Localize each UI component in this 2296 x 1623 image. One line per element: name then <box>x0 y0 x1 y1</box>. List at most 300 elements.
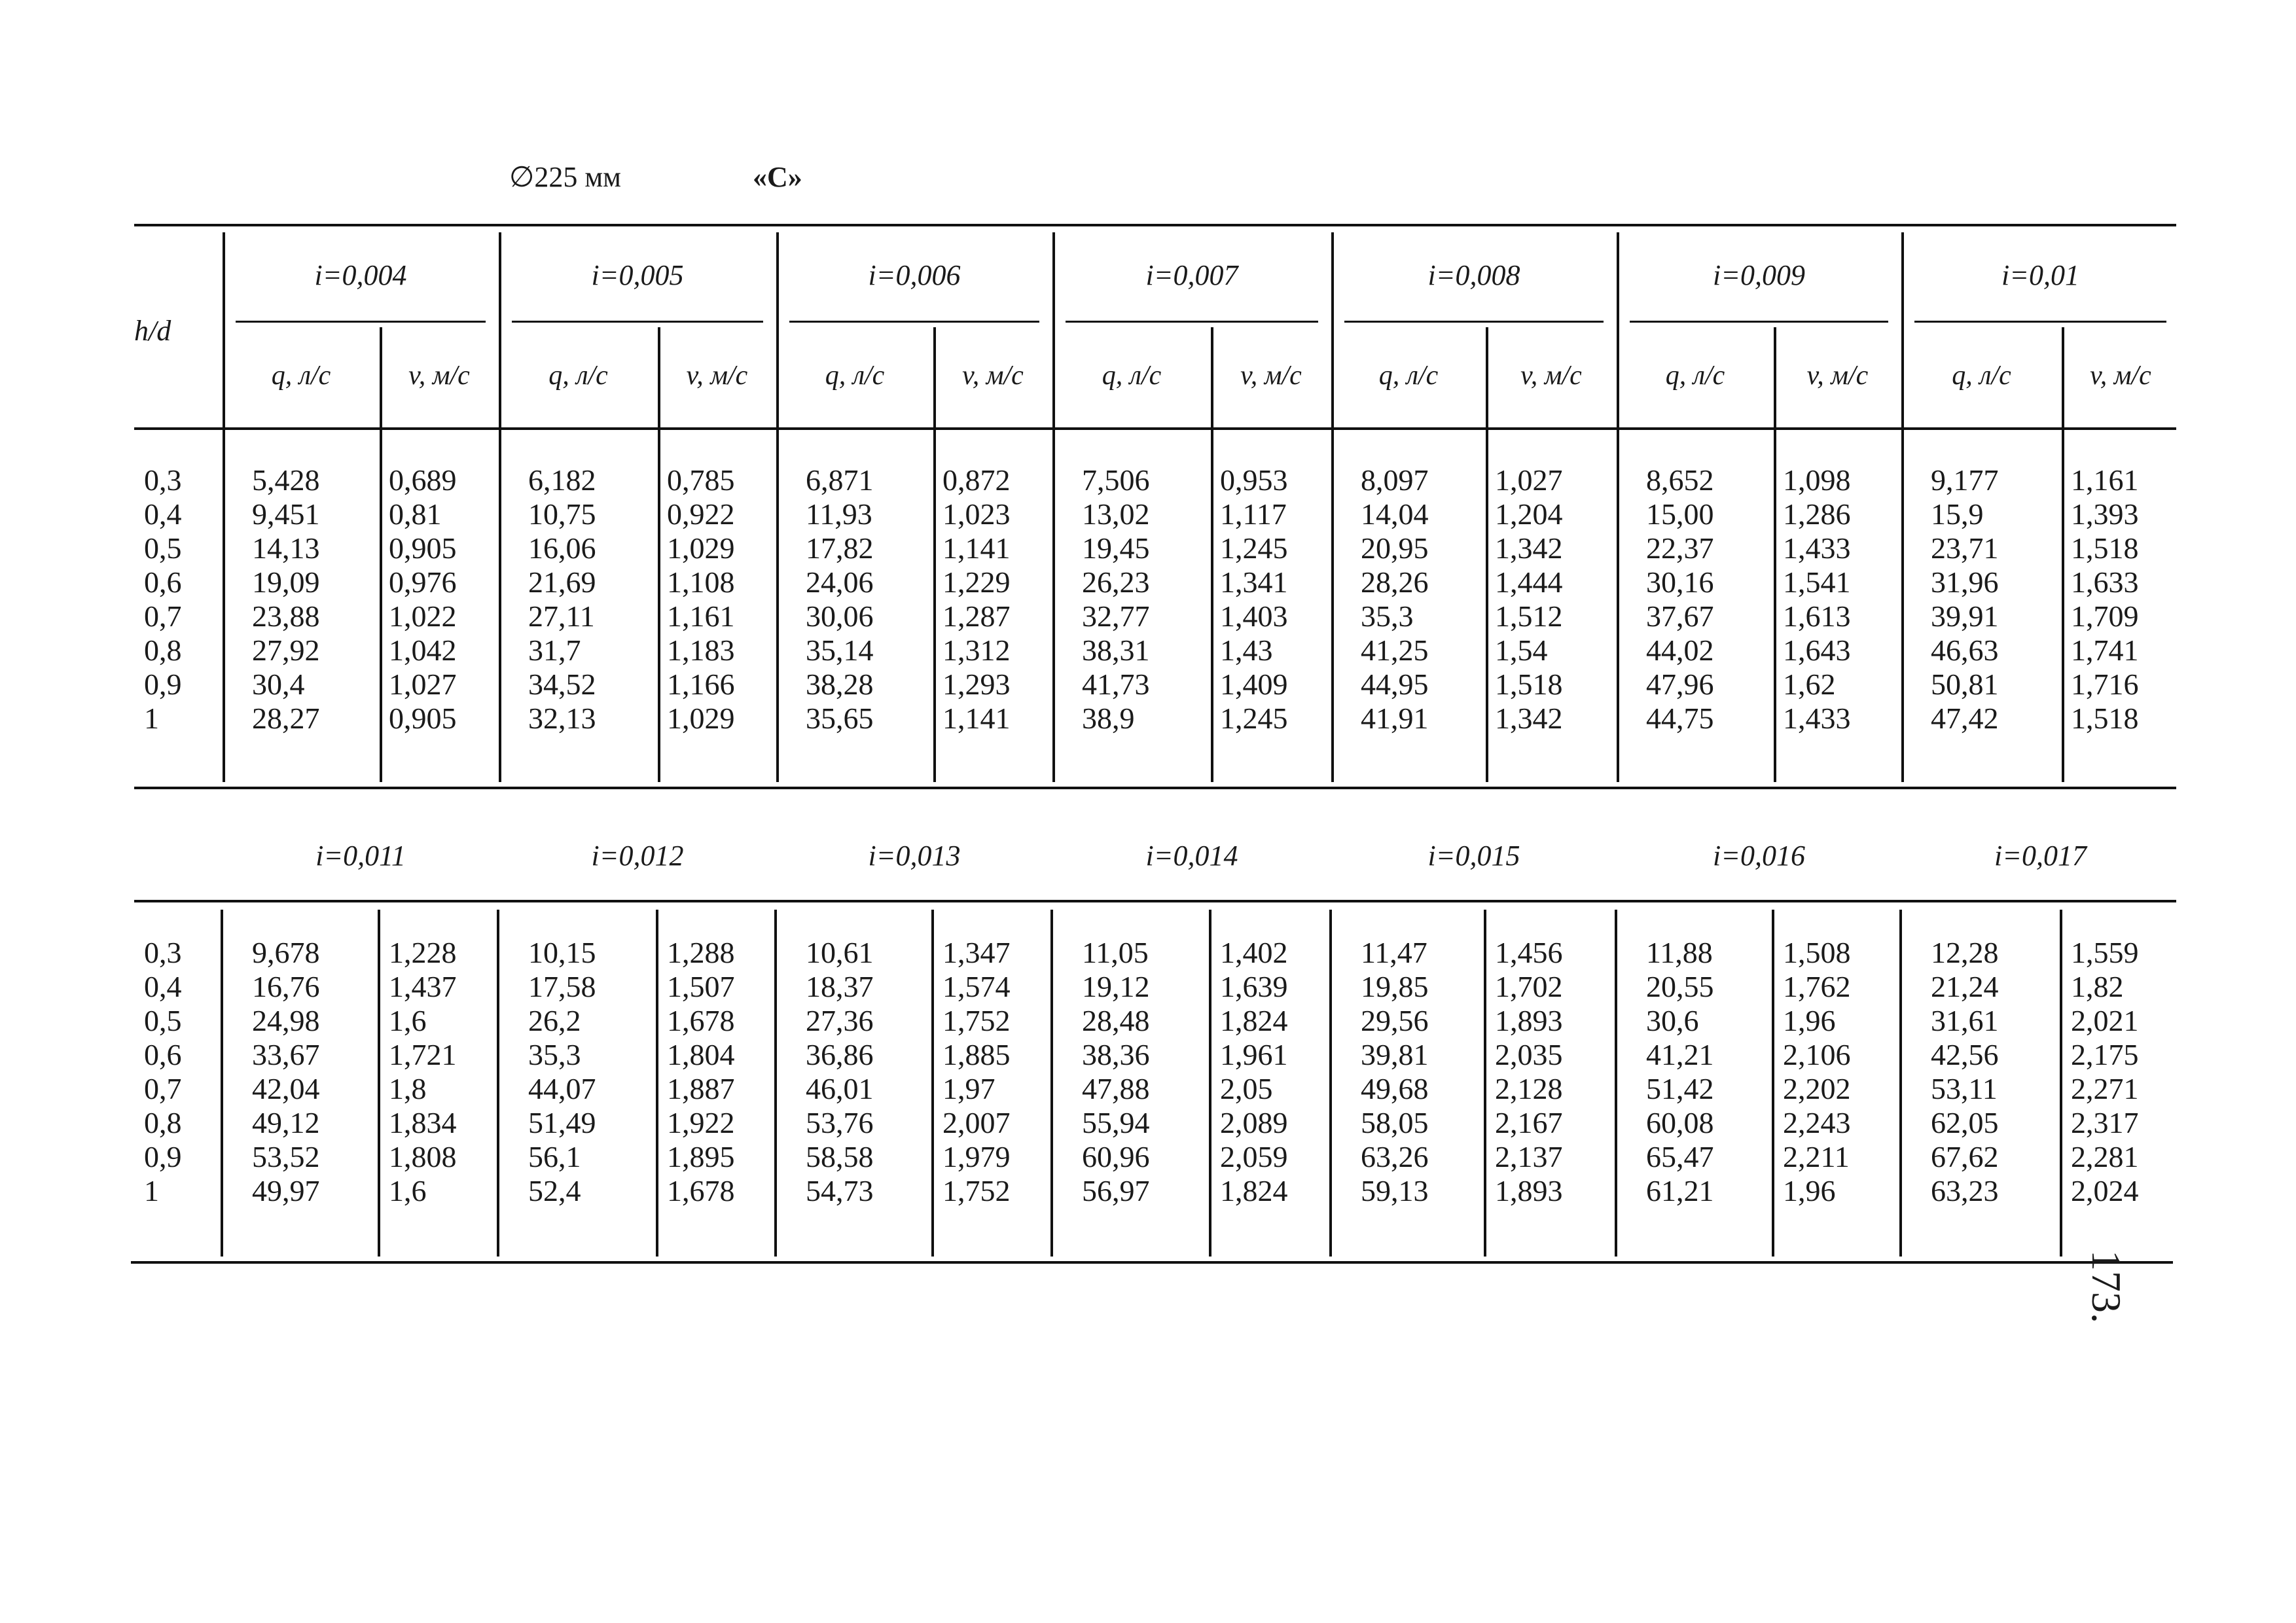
v-value: 2,128 <box>1495 1072 1563 1105</box>
q-value: 41,91 <box>1361 702 1429 735</box>
q-value: 56,97 <box>1082 1174 1150 1207</box>
q-value: 54,73 <box>806 1174 874 1207</box>
q-value: 59,13 <box>1361 1174 1429 1207</box>
v-value: 1,409 <box>1220 668 1288 701</box>
sub-divider <box>1486 327 1488 782</box>
q-value: 15,00 <box>1646 497 1714 531</box>
sub-header-v: v, м/с <box>686 361 748 391</box>
v-value: 1,62 <box>1783 668 1836 701</box>
sub-divider <box>1772 910 1774 1257</box>
v-value: 1,824 <box>1220 1174 1288 1207</box>
group-label: i=0,005 <box>591 259 684 291</box>
v-value: 1,029 <box>667 702 735 735</box>
group-divider <box>1331 232 1334 782</box>
v-value: 1,141 <box>942 702 1011 735</box>
v-value: 1,229 <box>942 565 1011 599</box>
q-value: 34,52 <box>528 668 596 701</box>
q-value: 42,04 <box>252 1072 320 1105</box>
q-value: 22,37 <box>1646 531 1714 565</box>
group-divider <box>499 232 501 782</box>
q-value: 30,06 <box>806 599 874 633</box>
group-divider <box>223 232 225 782</box>
v-value: 1,559 <box>2071 936 2139 969</box>
q-value: 11,93 <box>806 497 872 531</box>
v-value: 1,245 <box>1220 702 1288 735</box>
q-value: 41,25 <box>1361 633 1429 667</box>
v-value: 1,804 <box>667 1038 735 1071</box>
v-value: 1,288 <box>667 936 735 969</box>
v-value: 1,166 <box>667 668 735 701</box>
q-value: 14,04 <box>1361 497 1429 531</box>
v-value: 1,643 <box>1783 633 1851 667</box>
q-value: 42,56 <box>1931 1038 1999 1071</box>
group-label: i=0,012 <box>591 840 684 872</box>
q-value: 27,36 <box>806 1004 874 1037</box>
v-value: 2,167 <box>1495 1106 1563 1139</box>
q-value: 14,13 <box>252 531 320 565</box>
sub-divider <box>1484 910 1486 1257</box>
v-value: 1,639 <box>1220 970 1288 1003</box>
q-value: 10,15 <box>528 936 596 969</box>
q-value: 17,82 <box>806 531 874 565</box>
q-value: 11,47 <box>1361 936 1427 969</box>
q-value: 12,28 <box>1931 936 1999 969</box>
q-value: 49,68 <box>1361 1072 1429 1105</box>
q-value: 28,27 <box>252 702 320 735</box>
q-value: 27,11 <box>528 599 595 633</box>
v-value: 2,059 <box>1220 1140 1288 1173</box>
q-value: 51,42 <box>1646 1072 1714 1105</box>
group-divider <box>1052 232 1055 782</box>
q-value: 26,23 <box>1082 565 1150 599</box>
v-value: 1,518 <box>2071 702 2139 735</box>
v-value: 1,141 <box>942 531 1011 565</box>
v-value: 1,6 <box>389 1174 427 1207</box>
q-value: 41,21 <box>1646 1038 1714 1071</box>
v-value: 1,518 <box>2071 531 2139 565</box>
v-value: 1,023 <box>942 497 1011 531</box>
q-value: 35,3 <box>1361 599 1414 633</box>
row-label: 0,7 <box>144 599 182 633</box>
q-value: 38,9 <box>1082 702 1135 735</box>
v-value: 2,021 <box>2071 1004 2139 1037</box>
q-value: 30,16 <box>1646 565 1714 599</box>
q-value: 60,08 <box>1646 1106 1714 1139</box>
row-label: 0,6 <box>144 565 182 599</box>
sub-header-v: v, м/с <box>2090 361 2151 391</box>
v-value: 1,403 <box>1220 599 1288 633</box>
group-divider <box>776 232 779 782</box>
q-value: 33,67 <box>252 1038 320 1071</box>
q-value: 52,4 <box>528 1174 581 1207</box>
v-value: 1,027 <box>389 668 457 701</box>
v-value: 1,027 <box>1495 463 1563 497</box>
group-divider <box>1050 910 1053 1257</box>
sub-divider <box>380 327 382 782</box>
q-value: 9,678 <box>252 936 320 969</box>
q-value: 10,61 <box>806 936 874 969</box>
v-value: 1,512 <box>1495 599 1563 633</box>
group-underline <box>1630 321 1888 323</box>
q-value: 31,61 <box>1931 1004 1999 1037</box>
v-value: 1,098 <box>1783 463 1851 497</box>
v-value: 0,905 <box>389 702 457 735</box>
sub-header-q: q, л/с <box>1378 361 1439 391</box>
v-value: 1,633 <box>2071 565 2139 599</box>
v-value: 1,893 <box>1495 1004 1563 1037</box>
q-value: 44,07 <box>528 1072 596 1105</box>
row-label: 0,3 <box>144 936 182 969</box>
group-label: i=0,009 <box>1713 259 1805 291</box>
q-value: 19,45 <box>1082 531 1150 565</box>
v-value: 2,089 <box>1220 1106 1288 1139</box>
row-label: 0,9 <box>144 668 182 701</box>
group-underline <box>1344 321 1604 323</box>
group-divider <box>221 910 223 1257</box>
group-divider <box>1617 232 1619 782</box>
v-value: 1,979 <box>942 1140 1011 1173</box>
q-value: 24,06 <box>806 565 874 599</box>
v-value: 1,286 <box>1783 497 1851 531</box>
v-value: 1,741 <box>2071 633 2139 667</box>
q-value: 11,88 <box>1646 936 1713 969</box>
v-value: 1,342 <box>1495 702 1563 735</box>
sub-divider <box>1774 327 1776 782</box>
v-value: 0,953 <box>1220 463 1288 497</box>
group-underline <box>512 321 763 323</box>
q-value: 38,36 <box>1082 1038 1150 1071</box>
v-value: 1,287 <box>942 599 1011 633</box>
sub-header-v: v, м/с <box>1806 361 1869 391</box>
group-label: i=0,015 <box>1427 840 1520 872</box>
v-value: 1,117 <box>1220 497 1287 531</box>
v-value: 1,613 <box>1783 599 1851 633</box>
q-value: 51,49 <box>528 1106 596 1139</box>
q-value: 15,9 <box>1931 497 1984 531</box>
v-value: 1,161 <box>667 599 735 633</box>
sub-header-q: q, л/с <box>825 361 885 391</box>
q-value: 49,97 <box>252 1174 320 1207</box>
q-value: 17,58 <box>528 970 596 1003</box>
q-value: 11,05 <box>1082 936 1149 969</box>
v-value: 1,029 <box>667 531 735 565</box>
row-label: 0,7 <box>144 1072 182 1105</box>
q-value: 47,96 <box>1646 668 1714 701</box>
q-value: 28,26 <box>1361 565 1429 599</box>
sub-divider <box>1209 910 1211 1257</box>
v-value: 1,042 <box>389 633 457 667</box>
v-value: 1,885 <box>942 1038 1011 1071</box>
table1-bottom-rule <box>134 787 2176 789</box>
v-value: 1,893 <box>1495 1174 1563 1207</box>
v-value: 1,721 <box>389 1038 457 1071</box>
q-value: 37,67 <box>1646 599 1714 633</box>
v-value: 0,905 <box>389 531 457 565</box>
v-value: 1,402 <box>1220 936 1288 969</box>
row-label: 0,3 <box>144 463 182 497</box>
q-value: 19,85 <box>1361 970 1429 1003</box>
sub-header-v: v, м/с <box>1240 361 1302 391</box>
q-value: 31,96 <box>1931 565 1999 599</box>
group-label: i=0,01 <box>2001 259 2079 291</box>
q-value: 24,98 <box>252 1004 320 1037</box>
q-value: 63,26 <box>1361 1140 1429 1173</box>
sub-header-v: v, м/с <box>408 361 470 391</box>
q-value: 61,21 <box>1646 1174 1714 1207</box>
q-value: 36,86 <box>806 1038 874 1071</box>
v-value: 1,762 <box>1783 970 1851 1003</box>
row-label: 0,4 <box>144 497 182 531</box>
table2-bottom-rule <box>131 1261 2173 1264</box>
v-value: 1,433 <box>1783 702 1851 735</box>
sub-divider <box>933 327 936 782</box>
sub-header-v: v, м/с <box>1520 361 1582 391</box>
page-number: 173. <box>2083 1250 2130 1323</box>
group-divider <box>774 910 777 1257</box>
q-value: 56,1 <box>528 1140 581 1173</box>
q-value: 53,11 <box>1931 1072 1998 1105</box>
q-value: 63,23 <box>1931 1174 1999 1207</box>
sub-divider <box>378 910 380 1257</box>
v-value: 1,96 <box>1783 1174 1836 1207</box>
q-value: 32,77 <box>1082 599 1150 633</box>
q-value: 35,3 <box>528 1038 581 1071</box>
q-value: 60,96 <box>1082 1140 1150 1173</box>
sub-header-q: q, л/с <box>271 361 331 391</box>
v-value: 1,347 <box>942 936 1011 969</box>
q-value: 19,12 <box>1082 970 1150 1003</box>
v-value: 1,54 <box>1495 633 1548 667</box>
v-value: 2,243 <box>1783 1106 1851 1139</box>
q-value: 31,7 <box>528 633 581 667</box>
v-value: 1,709 <box>2071 599 2139 633</box>
q-value: 23,71 <box>1931 531 1999 565</box>
row-label: 0,8 <box>144 1106 182 1139</box>
v-value: 0,976 <box>389 565 457 599</box>
q-value: 46,63 <box>1931 633 1999 667</box>
group-divider <box>1901 232 1904 782</box>
q-value: 16,76 <box>252 970 320 1003</box>
table2-header-rule <box>134 900 2176 902</box>
series-label: «С» <box>753 161 802 193</box>
sub-header-q: q, л/с <box>548 361 608 391</box>
row-label: 0,5 <box>144 531 182 565</box>
v-value: 2,281 <box>2071 1140 2139 1173</box>
group-label: i=0,014 <box>1145 840 1238 872</box>
v-value: 1,8 <box>389 1072 427 1105</box>
v-value: 2,175 <box>2071 1038 2139 1071</box>
sub-divider <box>656 910 658 1257</box>
group-divider <box>1615 910 1617 1257</box>
q-value: 44,02 <box>1646 633 1714 667</box>
sub-header-q: q, л/с <box>1952 361 2011 391</box>
v-value: 1,507 <box>667 970 735 1003</box>
v-value: 1,96 <box>1783 1004 1836 1037</box>
diameter-label: ∅225 мм <box>509 161 622 193</box>
v-value: 1,808 <box>389 1140 457 1173</box>
v-value: 1,678 <box>667 1174 735 1207</box>
v-value: 1,887 <box>667 1072 735 1105</box>
q-value: 67,62 <box>1931 1140 1999 1173</box>
group-divider <box>1899 910 1902 1257</box>
group-label: i=0,007 <box>1145 259 1238 291</box>
v-value: 0,785 <box>667 463 735 497</box>
q-value: 41,73 <box>1082 668 1150 701</box>
v-value: 2,024 <box>2071 1174 2139 1207</box>
v-value: 1,702 <box>1495 970 1563 1003</box>
q-value: 21,24 <box>1931 970 1999 1003</box>
q-value: 44,95 <box>1361 668 1429 701</box>
q-value: 8,097 <box>1361 463 1429 497</box>
v-value: 1,393 <box>2071 497 2139 531</box>
v-value: 1,574 <box>942 970 1011 1003</box>
row-label: 0,5 <box>144 1004 182 1037</box>
q-value: 5,428 <box>252 463 320 497</box>
v-value: 1,961 <box>1220 1038 1288 1071</box>
v-value: 1,6 <box>389 1004 427 1037</box>
v-value: 2,035 <box>1495 1038 1563 1071</box>
group-underline <box>1066 321 1318 323</box>
q-value: 20,95 <box>1361 531 1429 565</box>
v-value: 1,204 <box>1495 497 1563 531</box>
group-underline <box>1914 321 2166 323</box>
q-value: 13,02 <box>1082 497 1150 531</box>
q-value: 44,75 <box>1646 702 1714 735</box>
v-value: 1,444 <box>1495 565 1563 599</box>
v-value: 1,895 <box>667 1140 735 1173</box>
v-value: 1,678 <box>667 1004 735 1037</box>
v-value: 1,508 <box>1783 936 1851 969</box>
q-value: 30,6 <box>1646 1004 1699 1037</box>
group-label: i=0,004 <box>314 259 407 291</box>
v-value: 1,433 <box>1783 531 1851 565</box>
q-value: 62,05 <box>1931 1106 1999 1139</box>
v-value: 1,341 <box>1220 565 1288 599</box>
v-value: 1,437 <box>389 970 457 1003</box>
v-value: 2,106 <box>1783 1038 1851 1071</box>
v-value: 1,541 <box>1783 565 1851 599</box>
v-value: 1,834 <box>389 1106 457 1139</box>
table1-top-rule <box>134 224 2176 226</box>
sub-header-q: q, л/с <box>1102 361 1162 391</box>
sub-header-v: v, м/с <box>962 361 1024 391</box>
sub-divider <box>2062 327 2064 782</box>
v-value: 1,108 <box>667 565 735 599</box>
v-value: 1,752 <box>942 1004 1011 1037</box>
v-value: 1,752 <box>942 1174 1011 1207</box>
v-value: 1,824 <box>1220 1004 1288 1037</box>
q-value: 47,88 <box>1082 1072 1150 1105</box>
q-value: 9,451 <box>252 497 320 531</box>
q-value: 10,75 <box>528 497 596 531</box>
q-value: 6,182 <box>528 463 596 497</box>
v-value: 1,293 <box>942 668 1011 701</box>
v-value: 2,317 <box>2071 1106 2139 1139</box>
v-value: 1,245 <box>1220 531 1288 565</box>
row-label: 0,4 <box>144 970 182 1003</box>
q-value: 26,2 <box>528 1004 581 1037</box>
group-label: i=0,016 <box>1713 840 1805 872</box>
group-underline <box>236 321 486 323</box>
v-value: 1,82 <box>2071 970 2124 1003</box>
q-value: 38,28 <box>806 668 874 701</box>
row-label: 0,8 <box>144 633 182 667</box>
q-value: 8,652 <box>1646 463 1714 497</box>
q-value: 49,12 <box>252 1106 320 1139</box>
v-value: 1,022 <box>389 599 457 633</box>
q-value: 46,01 <box>806 1072 874 1105</box>
group-label: i=0,017 <box>1994 840 2087 872</box>
v-value: 1,312 <box>942 633 1011 667</box>
q-value: 39,81 <box>1361 1038 1429 1071</box>
q-value: 65,47 <box>1646 1140 1714 1173</box>
group-label: i=0,011 <box>315 840 406 872</box>
group-underline <box>789 321 1039 323</box>
hd-label: h/d <box>134 315 171 347</box>
row-label: 1 <box>144 1174 159 1207</box>
sub-header-q: q, л/с <box>1665 361 1725 391</box>
group-label: i=0,006 <box>868 259 961 291</box>
v-value: 1,456 <box>1495 936 1563 969</box>
v-value: 2,007 <box>942 1106 1011 1139</box>
v-value: 2,271 <box>2071 1072 2139 1105</box>
q-value: 23,88 <box>252 599 320 633</box>
v-value: 1,228 <box>389 936 457 969</box>
q-value: 20,55 <box>1646 970 1714 1003</box>
sub-divider <box>2060 910 2062 1257</box>
v-value: 0,872 <box>942 463 1011 497</box>
q-value: 7,506 <box>1082 463 1150 497</box>
q-value: 47,42 <box>1931 702 1999 735</box>
row-label: 0,9 <box>144 1140 182 1173</box>
q-value: 30,4 <box>252 668 305 701</box>
q-value: 6,871 <box>806 463 874 497</box>
q-value: 9,177 <box>1931 463 1999 497</box>
v-value: 2,05 <box>1220 1072 1273 1105</box>
sub-divider <box>1211 327 1213 782</box>
v-value: 1,342 <box>1495 531 1563 565</box>
q-value: 58,05 <box>1361 1106 1429 1139</box>
v-value: 0,689 <box>389 463 457 497</box>
q-value: 18,37 <box>806 970 874 1003</box>
group-label: i=0,008 <box>1427 259 1520 291</box>
q-value: 29,56 <box>1361 1004 1429 1037</box>
q-value: 19,09 <box>252 565 320 599</box>
sub-divider <box>658 327 660 782</box>
q-value: 35,65 <box>806 702 874 735</box>
v-value: 2,211 <box>1783 1140 1850 1173</box>
table1-header-rule <box>134 427 2176 430</box>
q-value: 27,92 <box>252 633 320 667</box>
q-value: 16,06 <box>528 531 596 565</box>
v-value: 1,716 <box>2071 668 2139 701</box>
v-value: 0,922 <box>667 497 735 531</box>
group-label: i=0,013 <box>868 840 961 872</box>
q-value: 21,69 <box>528 565 596 599</box>
v-value: 2,202 <box>1783 1072 1851 1105</box>
row-label: 1 <box>144 702 159 735</box>
q-value: 53,52 <box>252 1140 320 1173</box>
q-value: 55,94 <box>1082 1106 1150 1139</box>
q-value: 32,13 <box>528 702 596 735</box>
v-value: 1,161 <box>2071 463 2139 497</box>
v-value: 1,518 <box>1495 668 1563 701</box>
v-value: 1,183 <box>667 633 735 667</box>
group-divider <box>1329 910 1332 1257</box>
v-value: 1,43 <box>1220 633 1273 667</box>
sub-divider <box>931 910 934 1257</box>
v-value: 1,922 <box>667 1106 735 1139</box>
